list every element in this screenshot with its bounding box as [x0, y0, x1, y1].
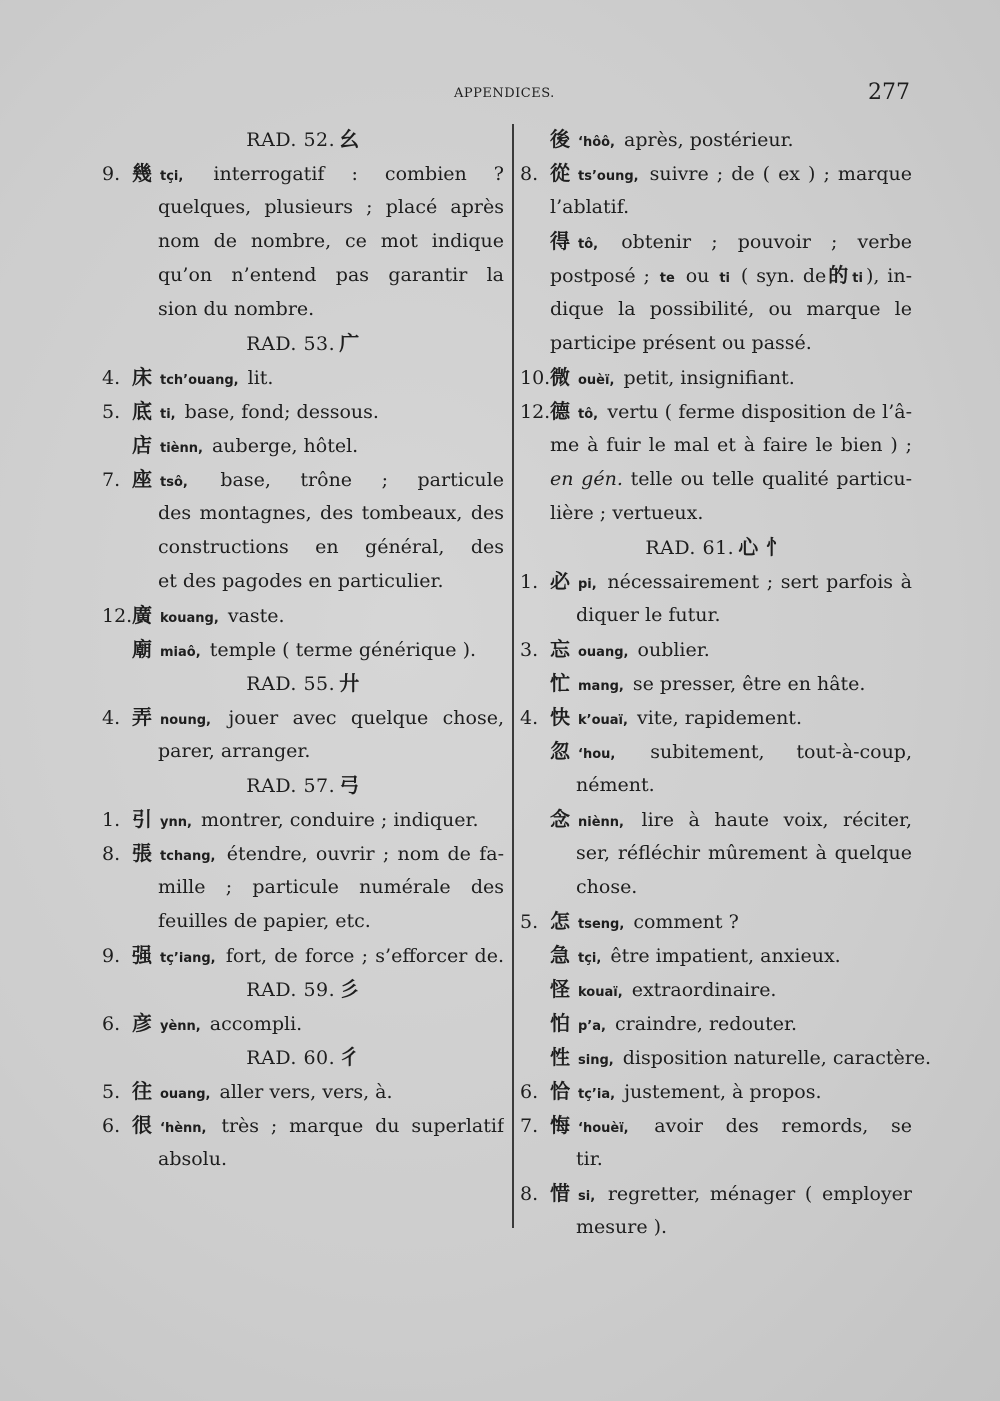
- definition-text: chose.: [576, 876, 638, 898]
- entry-line: [102, 564, 504, 598]
- entry-line: [102, 496, 504, 530]
- romanization: ouang,: [160, 1087, 211, 1102]
- entry-line: [520, 768, 912, 802]
- radical-heading: [102, 666, 504, 700]
- entry-char: 怎: [550, 909, 570, 933]
- entry-line: [520, 462, 912, 496]
- entry-line: [520, 700, 912, 734]
- entry-number: 4.: [102, 367, 121, 389]
- entry-char: 急: [550, 943, 570, 967]
- entry-line: [520, 836, 912, 870]
- entry-char: 廣: [132, 603, 152, 627]
- entry-char: 快: [550, 705, 570, 729]
- entry-char: 微: [550, 365, 570, 389]
- entry-line: [102, 1006, 504, 1040]
- entry-number: 7.: [102, 469, 121, 491]
- radical-label: RAD. 59.: [246, 979, 336, 1001]
- entry-char: 必: [550, 569, 570, 593]
- entry-line: [102, 224, 504, 258]
- definition-text: subitement, tout-à-coup,: [650, 741, 912, 763]
- definition-text: et des pagodes en particulier.: [158, 570, 444, 592]
- entry-char: 忽: [550, 739, 570, 763]
- definition-text: craindre, redouter.: [615, 1013, 798, 1035]
- entry-char: 廟: [132, 637, 152, 661]
- entry-line: [102, 938, 504, 972]
- entry-line: [520, 666, 912, 700]
- definition-text: temple ( terme générique ).: [209, 639, 477, 661]
- entry-line: [102, 632, 504, 666]
- definition-text: nément.: [576, 774, 655, 796]
- romanization: tçi,: [578, 951, 602, 966]
- definition-text: regretter, ménager ( employer: [607, 1183, 912, 1205]
- definition-text: auberge, hôtel.: [211, 435, 359, 457]
- entry-line: [520, 122, 912, 156]
- romanization: mang,: [578, 679, 624, 694]
- radical-label: RAD. 52.: [246, 129, 336, 151]
- radical-heading: [102, 972, 504, 1006]
- definition-text: nom de nombre, ce mot indique: [158, 230, 504, 252]
- definition-text: ( syn. de: [740, 265, 827, 287]
- entry-char: 張: [132, 841, 152, 865]
- entry-char: 强: [132, 943, 152, 967]
- definition-text: participe présent ou passé.: [550, 332, 812, 354]
- entry-number: 12.: [520, 401, 551, 423]
- entry-number: 8.: [102, 843, 121, 865]
- definition-text: ), in-: [865, 265, 912, 287]
- entry-line: [102, 394, 504, 428]
- entry-char: 悔: [550, 1113, 570, 1137]
- definition-text: petit, insignifiant.: [623, 367, 795, 389]
- radical-char: 彡: [339, 977, 360, 1001]
- definition-text: disposition naturelle, caractère.: [622, 1047, 932, 1069]
- radical-char: 廾: [339, 671, 360, 695]
- entry-char: 恰: [550, 1079, 570, 1103]
- definition-text: avoir des remords, se: [654, 1115, 912, 1137]
- definition-text: vertu ( ferme disposition de l’â-: [607, 401, 912, 423]
- entry-line: [520, 326, 912, 360]
- definition-text: se presser, être en hâte.: [632, 673, 866, 695]
- definition-text: dique la possibilité, ou marque le: [550, 298, 912, 320]
- entry-line: [102, 802, 504, 836]
- entry-line: [520, 1176, 912, 1210]
- romanization: tô,: [578, 407, 599, 422]
- radical-label: RAD. 53.: [246, 333, 336, 355]
- entry-line: [520, 564, 912, 598]
- radical-char: 弓: [339, 773, 360, 797]
- definition-text: quelques, plusieurs ; placé après: [158, 196, 504, 218]
- radical-heading: [102, 122, 504, 156]
- definition-text: tir.: [576, 1148, 603, 1170]
- definition-text: postposé ;: [550, 265, 650, 287]
- romanization: tch’ouang,: [160, 373, 239, 388]
- definition-text: vaste.: [227, 605, 285, 627]
- radical-char: 彳: [339, 1045, 360, 1069]
- radical-heading: [102, 768, 504, 802]
- entry-char: 床: [132, 365, 152, 389]
- definition-text: nécessairement ; sert parfois à: [607, 571, 912, 593]
- definition-text: sion du nombre.: [158, 298, 315, 320]
- entry-line: [520, 802, 912, 836]
- entry-number: 12.: [102, 605, 133, 627]
- entry-line: [102, 1142, 504, 1176]
- definition-text: oublier.: [637, 639, 710, 661]
- entry-char: 弄: [132, 705, 152, 729]
- entry-line: [102, 1074, 504, 1108]
- entry-number: 6.: [102, 1115, 121, 1137]
- romanization: yènn,: [160, 1019, 201, 1034]
- entry-number: 4.: [102, 707, 121, 729]
- radical-label: RAD. 57.: [246, 775, 336, 797]
- entry-char: 忙: [550, 671, 570, 695]
- entry-char: 性: [550, 1045, 570, 1069]
- romanization: ‘hènn,: [160, 1121, 207, 1136]
- page-number: 277: [868, 80, 910, 105]
- definition-text: constructions en général, des: [158, 536, 504, 558]
- entry-number: 5.: [102, 1081, 121, 1103]
- romanization: kouaï,: [578, 985, 623, 1000]
- definition-text: interrogatif : combien ?: [213, 163, 504, 185]
- definition-text: étendre, ouvrir ; nom de fa-: [226, 843, 504, 865]
- entry-number: 1.: [102, 809, 121, 831]
- entry-line: [520, 1074, 912, 1108]
- radical-char: 广: [339, 331, 360, 355]
- definition-text: vite, rapidement.: [636, 707, 802, 729]
- entry-line: [102, 258, 504, 292]
- radical-char: 心 忄: [738, 535, 787, 559]
- entry-line: [520, 1040, 932, 1074]
- inline-char: 的: [828, 263, 849, 287]
- definition-text: base, fond; dessous.: [184, 401, 379, 423]
- definition-text: l’ablatif.: [550, 196, 630, 218]
- entry-line: [102, 428, 504, 462]
- radical-heading: [520, 530, 912, 564]
- entry-number: 8.: [520, 1183, 539, 1205]
- romanization: tsô,: [160, 475, 188, 490]
- definition-text: extraordinaire.: [631, 979, 777, 1001]
- romanization: te: [659, 271, 675, 286]
- entry-char: 座: [132, 467, 152, 491]
- entry-line: [520, 1210, 912, 1244]
- entry-char: 怕: [550, 1011, 570, 1035]
- entry-char: 從: [550, 161, 570, 185]
- entry-char: 很: [132, 1113, 152, 1137]
- entry-number: 6.: [102, 1013, 121, 1035]
- right-column: [520, 122, 932, 1244]
- entry-line: [520, 224, 912, 258]
- entry-number: 8.: [520, 163, 539, 185]
- romanization: ‘hou,: [578, 747, 616, 762]
- romanization: tchang,: [160, 849, 216, 864]
- entry-line: [102, 360, 504, 394]
- definition-text: aller vers, vers, à.: [219, 1081, 393, 1103]
- entry-line: [520, 156, 912, 190]
- definition-text: ser, réfléchir mûrement à quelque: [576, 842, 912, 864]
- romanization: tseng,: [578, 917, 625, 932]
- entry-line: [520, 870, 912, 904]
- romanization: ‘hôô,: [578, 135, 615, 150]
- romanization: tç’iang,: [160, 951, 216, 966]
- entry-number: 7.: [520, 1115, 539, 1137]
- entry-line: [520, 1006, 912, 1040]
- definition-text: suivre ; de ( ex ) ; marque: [649, 163, 912, 185]
- entry-line: [520, 496, 912, 530]
- definition-text: obtenir ; pouvoir ; verbe: [621, 231, 912, 253]
- romanization: noung,: [160, 713, 211, 728]
- running-header: APPENDICES.: [454, 86, 555, 101]
- entry-line: [520, 258, 912, 292]
- entry-number: 4.: [520, 707, 539, 729]
- entry-number: 10.: [520, 367, 551, 389]
- entry-number: 6.: [520, 1081, 539, 1103]
- romanization: p’a,: [578, 1019, 606, 1034]
- entry-number: 3.: [520, 639, 539, 661]
- definition-text: montrer, conduire ; indiquer.: [200, 809, 479, 831]
- entry-char: 引: [132, 807, 152, 831]
- entry-line: [102, 292, 504, 326]
- entry-char: 得: [550, 229, 570, 253]
- definition-text: jouer avec quelque chose,: [228, 707, 504, 729]
- definition-text: fort, de force ; s’efforcer de.: [225, 945, 504, 967]
- entry-line: [102, 1108, 504, 1142]
- definition-text: qu’on n’entend pas garantir la: [158, 264, 504, 286]
- entry-line: [520, 1108, 912, 1142]
- definition-text: ou: [685, 265, 710, 287]
- entry-line: [102, 734, 504, 768]
- entry-char: 後: [550, 127, 570, 151]
- entry-line: [102, 156, 504, 190]
- entry-line: [102, 530, 504, 564]
- definition-text: lit.: [247, 367, 274, 389]
- entry-line: [102, 700, 504, 734]
- entry-line: [102, 904, 504, 938]
- radical-label: RAD. 60.: [246, 1047, 336, 1069]
- definition-text: absolu.: [158, 1148, 228, 1170]
- column-divider: [512, 124, 514, 1228]
- radical-char: 幺: [339, 127, 360, 151]
- entry-number: 9.: [102, 163, 121, 185]
- romanization: tçi,: [160, 169, 184, 184]
- definition-text: être impatient, anxieux.: [610, 945, 841, 967]
- entry-char: 惜: [550, 1181, 570, 1205]
- definition-text: justement, à propos.: [624, 1081, 822, 1103]
- entry-line: [520, 190, 912, 224]
- romanization: ts’oung,: [578, 169, 639, 184]
- entry-char: 往: [132, 1079, 152, 1103]
- entry-char: 忘: [550, 637, 570, 661]
- radical-label: RAD. 61.: [645, 537, 735, 559]
- entry-line: [520, 1142, 912, 1176]
- definition-text: très ; marque du superlatif: [221, 1115, 504, 1137]
- definition-text: parer, arranger.: [158, 740, 311, 762]
- romanization: ti: [852, 271, 863, 286]
- entry-number: 5.: [102, 401, 121, 423]
- entry-line: [520, 598, 912, 632]
- romanization: kouang,: [160, 611, 219, 626]
- entry-line: [102, 462, 504, 496]
- entry-char: 底: [132, 399, 152, 423]
- romanization: tô,: [578, 237, 599, 252]
- entry-line: [102, 870, 504, 904]
- romanization: niènn,: [578, 815, 624, 830]
- definition-text: me à fuir le mal et à faire le bien ) ;: [550, 434, 912, 456]
- left-column: [102, 122, 504, 1176]
- radical-heading: [102, 1040, 504, 1074]
- definition-text: telle ou telle qualité particu-: [630, 468, 912, 490]
- definition-text: diquer le futur.: [576, 604, 721, 626]
- romanization: ouèï,: [578, 373, 615, 388]
- entry-line: [520, 292, 912, 326]
- romanization: miaô,: [160, 645, 201, 660]
- radical-heading: [102, 326, 504, 360]
- definition-text: mille ; particule numérale des: [158, 876, 504, 898]
- definition-text: comment ?: [633, 911, 739, 933]
- romanization: ti: [719, 271, 730, 286]
- romanization: pi,: [578, 577, 597, 592]
- romanization: ti,: [160, 407, 176, 422]
- entry-line: [102, 598, 504, 632]
- entry-line: [520, 632, 912, 666]
- romanization: ouang,: [578, 645, 629, 660]
- definition-text: après, postérieur.: [624, 129, 794, 151]
- entry-line: [520, 938, 912, 972]
- entry-char: 德: [550, 399, 570, 423]
- entry-line: [520, 428, 912, 462]
- definition-text: lire à haute voix, réciter,: [641, 809, 912, 831]
- definition-text: des montagnes, des tombeaux, des: [158, 502, 504, 524]
- radical-label: RAD. 55.: [246, 673, 336, 695]
- entry-number: 1.: [520, 571, 539, 593]
- entry-line: [520, 904, 912, 938]
- entry-line: [520, 360, 912, 394]
- romanization: sing,: [578, 1053, 614, 1068]
- definition-text: lière ; vertueux.: [550, 502, 704, 524]
- entry-char: 幾: [132, 161, 152, 185]
- italic-text: en gén.: [550, 468, 623, 490]
- entry-char: 念: [550, 807, 570, 831]
- entry-number: 9.: [102, 945, 121, 967]
- romanization: si,: [578, 1189, 596, 1204]
- romanization: ynn,: [160, 815, 192, 830]
- romanization: tiènn,: [160, 441, 203, 456]
- entry-line: [520, 972, 912, 1006]
- entry-char: 怪: [550, 977, 570, 1001]
- entry-char: 彦: [132, 1011, 152, 1035]
- definition-text: base, trône ; particule: [220, 469, 504, 491]
- entry-line: [102, 190, 504, 224]
- entry-number: 5.: [520, 911, 539, 933]
- definition-text: feuilles de papier, etc.: [158, 910, 371, 932]
- entry-line: [102, 836, 504, 870]
- entry-char: 店: [132, 433, 152, 457]
- romanization: ‘houèï,: [578, 1121, 629, 1136]
- entry-line: [520, 734, 912, 768]
- definition-text: mesure ).: [576, 1216, 668, 1238]
- entry-line: [520, 394, 912, 428]
- romanization: tç’ia,: [578, 1087, 616, 1102]
- romanization: k’ouaï,: [578, 713, 628, 728]
- definition-text: accompli.: [209, 1013, 303, 1035]
